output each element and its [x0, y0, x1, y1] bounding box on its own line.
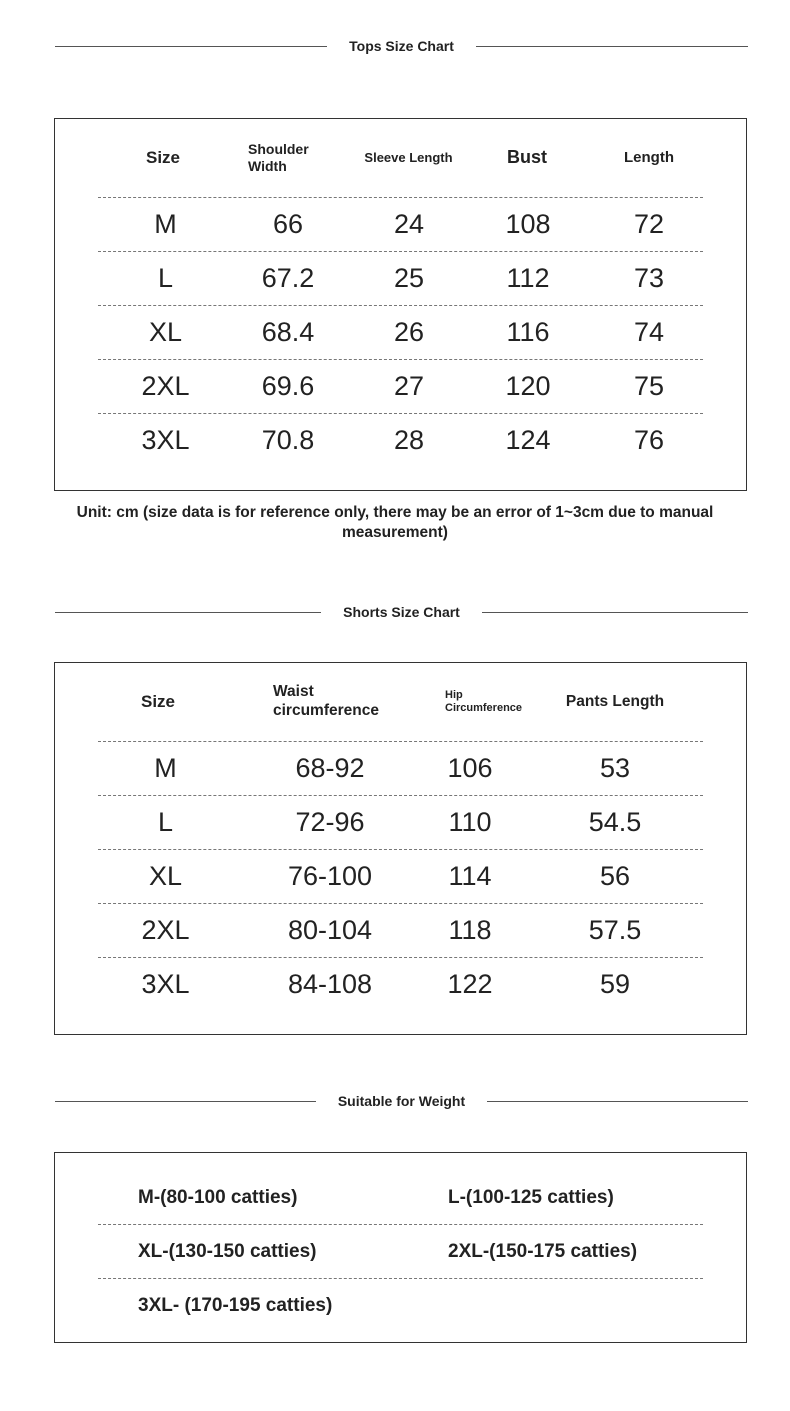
- header-hip-circumference: Hip Circumference: [445, 688, 523, 714]
- header-pants-length: Pants Length: [565, 692, 665, 710]
- cell-size: M: [154, 208, 177, 239]
- cell-length: 76: [633, 424, 665, 455]
- title-divider-right: [487, 1101, 748, 1102]
- cell-pants-length: 59: [599, 968, 631, 999]
- table-row: [98, 197, 703, 252]
- cell-size: 3XL: [141, 968, 190, 999]
- weight-table: [54, 1152, 747, 1343]
- table-header-row: [98, 119, 703, 198]
- table-row: [98, 305, 703, 360]
- table-row: [98, 849, 703, 904]
- cell-waist: 72-96: [295, 806, 365, 837]
- cell-bust: 112: [506, 262, 550, 293]
- tops-title: Tops Size Chart: [349, 38, 454, 54]
- table-row: [98, 957, 703, 1011]
- unit-note: Unit: cm (size data is for reference only, there may be an error of 1~3cm due to manual measurement): [76, 504, 714, 541]
- cell-size: L: [157, 262, 174, 293]
- title-divider-left: [55, 612, 321, 613]
- header-size: Size: [140, 691, 176, 711]
- tops-size-table: [54, 118, 747, 491]
- table-header-row: [98, 663, 703, 742]
- table-row: [98, 795, 703, 850]
- cell-hip: 106: [447, 752, 493, 783]
- cell-bust: 116: [506, 316, 550, 347]
- cell-length: 74: [633, 316, 665, 347]
- cell-pants-length: 54.5: [588, 806, 642, 837]
- cell-shoulder-width: 70.8: [261, 424, 315, 455]
- table-row: [98, 251, 703, 306]
- weight-section-title: [55, 1091, 748, 1111]
- cell-hip: 122: [447, 968, 493, 999]
- cell-hip: 114: [448, 860, 492, 891]
- table-row: [98, 413, 703, 467]
- table-row: [98, 741, 703, 796]
- weight-item-2xl: 2XL-(150-175 catties): [448, 1240, 638, 1262]
- cell-size: XL: [148, 316, 183, 347]
- weight-item-m: M-(80-100 catties): [138, 1186, 298, 1208]
- cell-size: M: [154, 752, 177, 783]
- cell-waist: 76-100: [287, 860, 373, 891]
- cell-bust: 120: [505, 370, 551, 401]
- cell-size: 2XL: [141, 914, 190, 945]
- header-sleeve-length: Sleeve Length: [364, 150, 453, 166]
- cell-bust: 124: [505, 424, 551, 455]
- title-divider-right: [476, 46, 748, 47]
- cell-sleeve-length: 25: [393, 262, 425, 293]
- cell-bust: 108: [505, 208, 551, 239]
- weight-item-xl: XL-(130-150 catties): [138, 1240, 317, 1262]
- cell-length: 73: [633, 262, 665, 293]
- title-divider-left: [55, 1101, 316, 1102]
- shorts-section-title: [55, 602, 748, 622]
- cell-length: 72: [633, 208, 665, 239]
- header-waist-circumference: Waist circumference: [273, 683, 379, 719]
- cell-size: 3XL: [141, 424, 190, 455]
- title-divider-right: [482, 612, 748, 613]
- cell-sleeve-length: 27: [393, 370, 425, 401]
- header-bust: Bust: [507, 147, 547, 168]
- title-divider-left: [55, 46, 327, 47]
- header-size: Size: [145, 147, 181, 167]
- weight-row: [98, 1279, 703, 1332]
- cell-shoulder-width: 67.2: [261, 262, 315, 293]
- cell-sleeve-length: 24: [393, 208, 425, 239]
- cell-waist: 68-92: [295, 752, 365, 783]
- cell-waist: 80-104: [287, 914, 373, 945]
- cell-size: XL: [148, 860, 183, 891]
- weight-item-l: L-(100-125 catties): [448, 1186, 614, 1208]
- header-length: Length: [624, 149, 674, 166]
- cell-waist: 84-108: [287, 968, 373, 999]
- weight-item-3xl: 3XL- (170-195 catties): [138, 1294, 333, 1316]
- cell-size: L: [157, 806, 174, 837]
- table-row: [98, 359, 703, 414]
- cell-hip: 118: [448, 914, 492, 945]
- cell-sleeve-length: 26: [393, 316, 425, 347]
- cell-shoulder-width: 66: [272, 208, 304, 239]
- header-shoulder-width: Shoulder Width: [248, 141, 309, 174]
- cell-size: 2XL: [141, 370, 190, 401]
- tops-section-title: [55, 36, 748, 56]
- weight-row: [98, 1171, 703, 1225]
- shorts-size-table: [54, 662, 747, 1035]
- table-row: [98, 903, 703, 958]
- weight-row: [98, 1225, 703, 1279]
- cell-pants-length: 53: [599, 752, 631, 783]
- cell-length: 75: [633, 370, 665, 401]
- cell-shoulder-width: 68.4: [261, 316, 315, 347]
- cell-hip: 110: [448, 806, 492, 837]
- cell-pants-length: 56: [599, 860, 631, 891]
- shorts-title: Shorts Size Chart: [343, 604, 460, 620]
- cell-sleeve-length: 28: [393, 424, 425, 455]
- weight-title: Suitable for Weight: [337, 1093, 466, 1109]
- cell-pants-length: 57.5: [588, 914, 642, 945]
- cell-shoulder-width: 69.6: [261, 370, 315, 401]
